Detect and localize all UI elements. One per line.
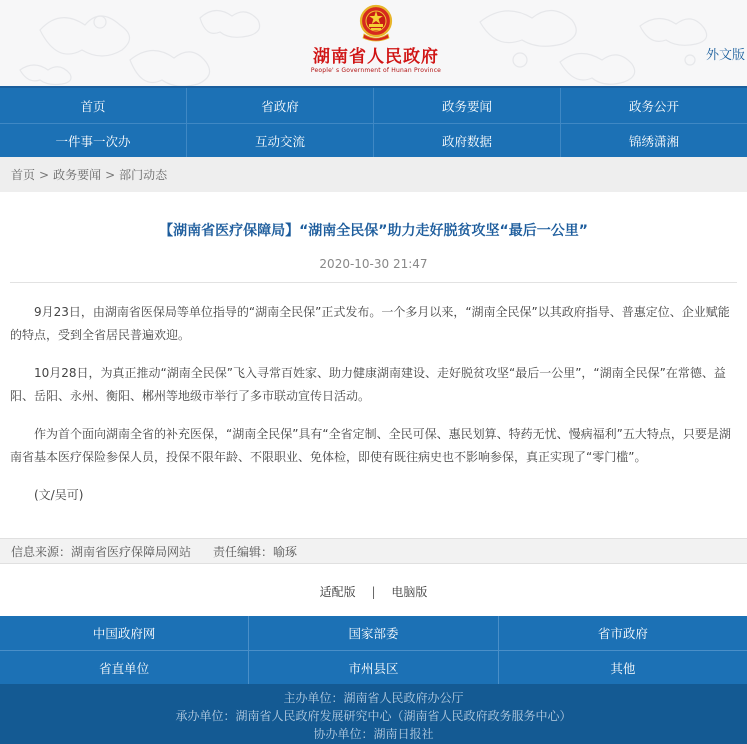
nav-item-government-data[interactable]: 政府数据 bbox=[374, 124, 561, 158]
footer-link-cities-counties[interactable]: 市州县区 bbox=[249, 651, 498, 684]
footer-links-row-2 bbox=[0, 650, 747, 684]
breadcrumb-department-news[interactable]: 部门动态 bbox=[119, 168, 168, 182]
national-emblem-icon bbox=[359, 4, 393, 42]
breadcrumb-government-news[interactable]: 政务要闻 bbox=[53, 168, 102, 182]
breadcrumb-home[interactable]: 首页 bbox=[11, 168, 36, 182]
foreign-language-link[interactable]: 外文版 bbox=[705, 48, 745, 63]
article-date: 2020-10-30 21:47 bbox=[319, 257, 428, 271]
footer-link-provincial-govs[interactable]: 省市政府 bbox=[597, 626, 648, 641]
site-subtitle: People' s Government of Hunan Province bbox=[310, 67, 442, 74]
site-header bbox=[0, 0, 747, 86]
breadcrumb-separator: > bbox=[39, 167, 50, 182]
footer-sponsor: 主办单位：湖南省人民政府办公厅 bbox=[283, 691, 464, 705]
article-paragraph: 10月28日，为真正推动“湖南全民保”飞入寻常百姓家、助力健康湖南建设、走好脱贫攻坚“最后一公里”，“湖南全民保”在常德、益阳、岳阳、永州、衡阳、郴州等地级市举行了多市联动宣传日活动。 bbox=[10, 366, 726, 403]
main-nav bbox=[0, 86, 747, 157]
nav-item-provincial-government[interactable]: 省政府 bbox=[187, 88, 374, 123]
source-value: 湖南省医疗保障局网站 bbox=[71, 544, 192, 559]
editor-label: 责任编辑： bbox=[213, 544, 274, 559]
nav-item-public-affairs[interactable]: 政务公开 bbox=[628, 98, 679, 114]
nav-row-2 bbox=[0, 123, 747, 158]
footer-links bbox=[0, 616, 747, 684]
article-title: 【湖南省医疗保障局】“湖南全民保”助力走好脱贫攻坚“最后一公里” bbox=[159, 223, 588, 239]
footer-link-china-gov[interactable]: 中国政府网 bbox=[0, 616, 249, 650]
footer-co-organizer: 协办单位：湖南日报社 bbox=[313, 727, 434, 741]
nav-item-scenic-hunan[interactable]: 锦绣潇湘 bbox=[628, 134, 679, 149]
site-logo[interactable] bbox=[306, 4, 446, 75]
footer-info bbox=[0, 684, 747, 744]
article-paragraph: 作为首个面向湖南全省的补充医保，“湖南全民保”具有“全省定制、全民可保、惠民划算、特药无忧、慢病福利”五大特点，只要是湖南省基本医疗保险参保人员，投保不限年龄、不限职业、免体检，即使有既往病史也不影响参保，真正实现了“零门槛”。 bbox=[10, 427, 731, 464]
site-title: 湖南省人民政府 bbox=[313, 47, 439, 67]
article-paragraph: 9月23日，由湖南省医保局等单位指导的“湖南全民保”正式发布。一个多月以来，“湖南全民保”以其政府指导、普惠定位、企业赋能的特点，受到全省居民普遍欢迎。 bbox=[10, 305, 730, 342]
mobile-version-link[interactable]: 适配版 bbox=[319, 585, 356, 599]
footer-organizer: 承办单位：湖南省人民政府发展研究中心（湖南省人民政府政务服务中心） bbox=[175, 709, 572, 723]
source-label: 信息来源： bbox=[11, 544, 72, 559]
breadcrumb-separator: > bbox=[105, 167, 116, 182]
nav-row-1 bbox=[0, 88, 747, 123]
nav-item-one-stop-service[interactable]: 一件事一次办 bbox=[0, 124, 187, 158]
breadcrumb bbox=[0, 157, 747, 192]
article-body bbox=[10, 301, 740, 522]
desktop-version-link[interactable]: 电脑版 bbox=[391, 585, 428, 599]
nav-item-government-news[interactable]: 政务要闻 bbox=[374, 88, 561, 123]
footer-link-ministries[interactable]: 国家部委 bbox=[249, 616, 498, 650]
version-separator: | bbox=[371, 585, 376, 599]
nav-item-interaction[interactable]: 互动交流 bbox=[187, 124, 374, 158]
editor-value: 喻琢 bbox=[273, 544, 298, 559]
footer-link-others[interactable]: 其他 bbox=[610, 660, 636, 676]
version-switch bbox=[0, 583, 747, 600]
footer-links-row-1 bbox=[0, 616, 747, 650]
article-author: (文/吴可) bbox=[34, 488, 84, 502]
article-meta bbox=[0, 538, 747, 564]
title-divider bbox=[10, 282, 737, 283]
nav-item-home[interactable]: 首页 bbox=[0, 88, 187, 123]
footer-link-provincial-units[interactable]: 省直单位 bbox=[0, 651, 249, 684]
